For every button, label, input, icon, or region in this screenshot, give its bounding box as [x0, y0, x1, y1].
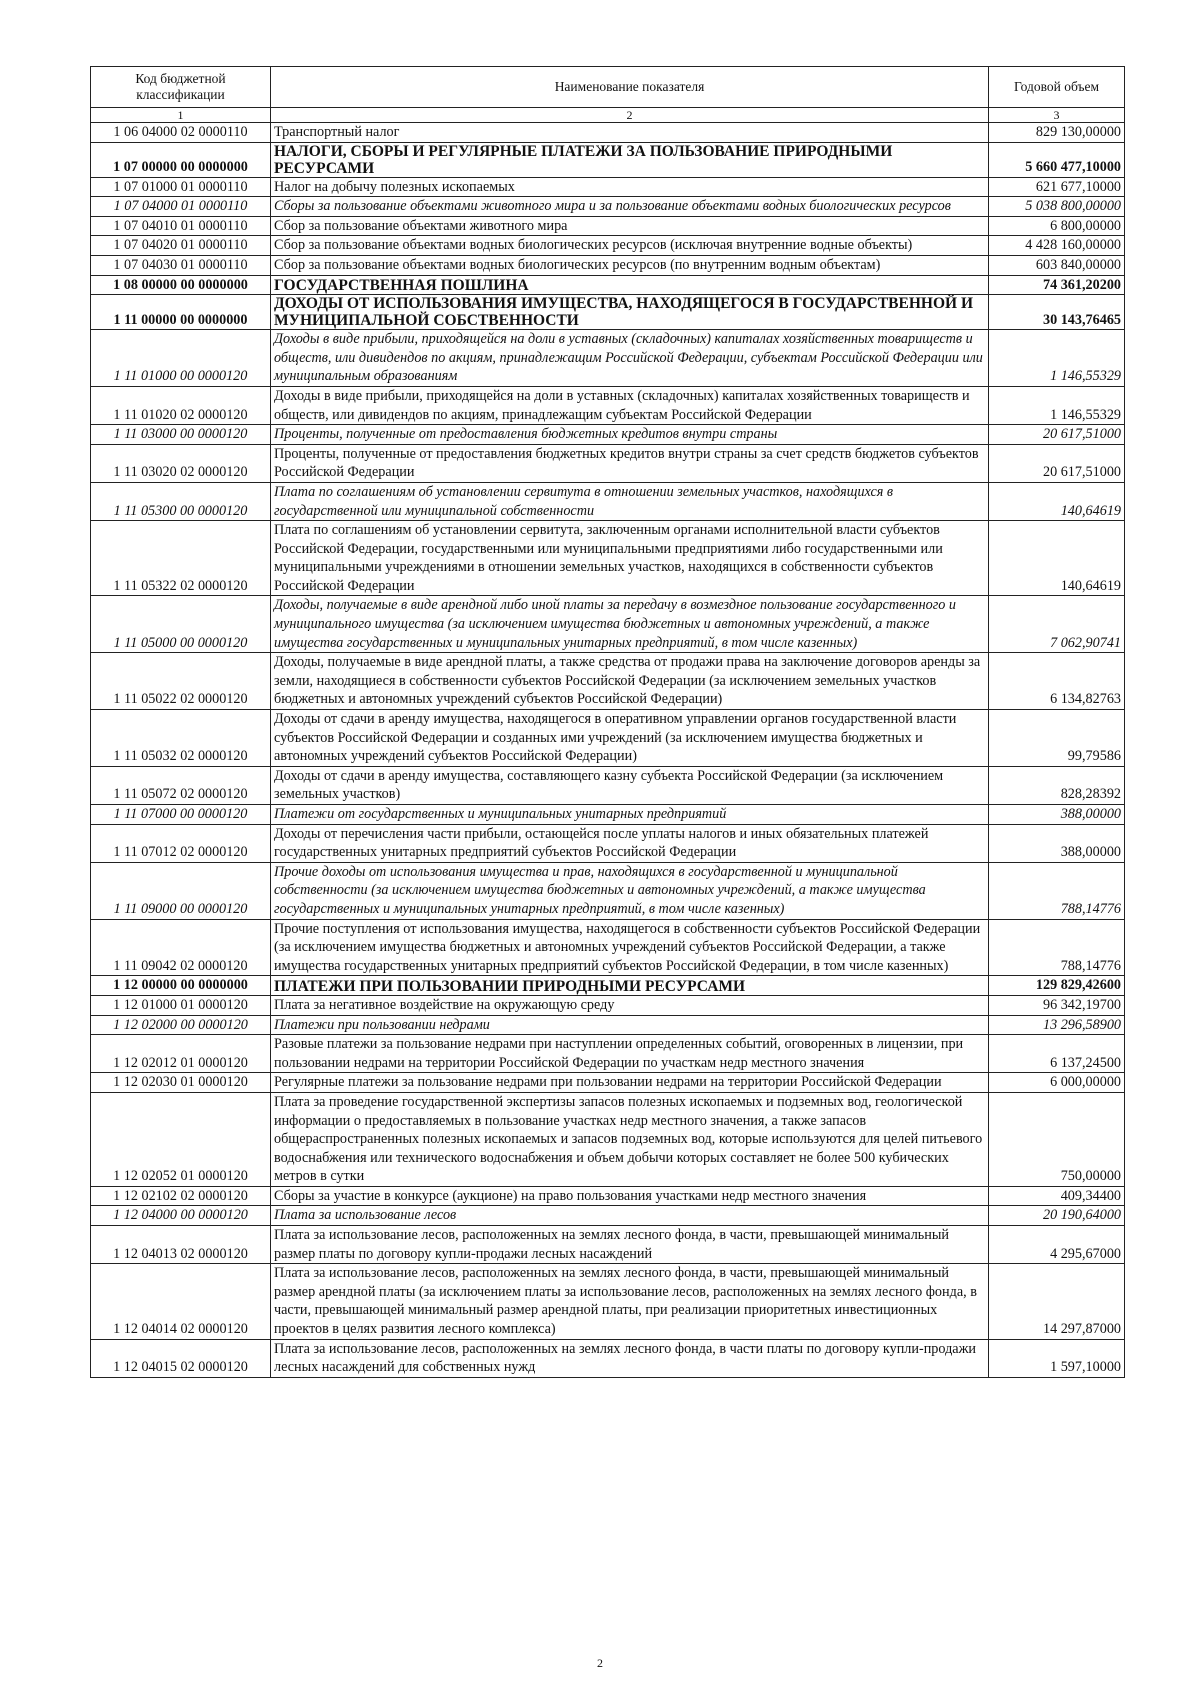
annual-volume-cell: 828,28392 — [989, 766, 1125, 804]
table-row — [91, 521, 1125, 596]
indicator-name-cell: Сборы за пользование объектами животного мира и за пользование объектами водных биологических ресурсов — [271, 197, 989, 217]
annual-volume-cell: 788,14776 — [989, 862, 1125, 919]
indicator-name-cell: Доходы от перечисления части прибыли, остающейся после уплаты налогов и иных обязательных платежей государственных унитарных предприятий субъектов Российской Федерации — [271, 824, 989, 862]
budget-code-cell: 1 11 01020 02 0000120 — [91, 386, 271, 424]
budget-code-cell: 1 11 05300 00 0000120 — [91, 482, 271, 520]
budget-code-cell: 1 12 02052 01 0000120 — [91, 1092, 271, 1186]
budget-code-cell: 1 12 00000 00 0000000 — [91, 976, 271, 996]
budget-code-cell: 1 06 04000 02 0000110 — [91, 123, 271, 143]
indicator-name-cell: Плата за использование лесов — [271, 1206, 989, 1226]
table-row — [91, 216, 1125, 236]
table-row — [91, 295, 1125, 330]
table-row — [91, 482, 1125, 520]
indicator-name-cell: Проценты, полученные от предоставления бюджетных кредитов внутри страны за счет средств бюджетов субъектов Российской Федерации — [271, 444, 989, 482]
indicator-name-cell: Плата за использование лесов, расположенных на землях лесного фонда, в части, превышающей минимальный размер платы по договору купли-продажи лесных насаждений — [271, 1226, 989, 1264]
budget-code-cell: 1 12 02012 01 0000120 — [91, 1035, 271, 1073]
table-row — [91, 197, 1125, 217]
budget-code-cell: 1 07 04010 01 0000110 — [91, 216, 271, 236]
annual-volume-cell: 20 617,51000 — [989, 425, 1125, 445]
table-row — [91, 1035, 1125, 1073]
annual-volume-cell: 129 829,42600 — [989, 976, 1125, 996]
annual-volume-cell: 388,00000 — [989, 824, 1125, 862]
annual-volume-cell: 14 297,87000 — [989, 1264, 1125, 1339]
page-number: 2 — [597, 1656, 603, 1670]
budget-code-cell: 1 11 07012 02 0000120 — [91, 824, 271, 862]
column-number: 3 — [989, 108, 1125, 123]
indicator-name-cell: Доходы, получаемые в виде арендной либо иной платы за передачу в возмездное пользование государственного и муниципального имущества (за исключением имущества бюджетных и автономных учреждений, а также имущества государственных и муниципальных унитарных предприятий, в том числе казенных) — [271, 596, 989, 653]
annual-volume-cell: 7 062,90741 — [989, 596, 1125, 653]
annual-volume-cell: 5 038 800,00000 — [989, 197, 1125, 217]
indicator-name-cell: Прочие поступления от использования имущества, находящегося в собственности субъектов Российской Федерации (за исключением имущества бюджетных и автономных учреждений субъектов Российской Федерации, а также имущества государственных унитарных предприятий субъектов Российской Федерации, в том числе казенных) — [271, 919, 989, 976]
budget-code-cell: 1 11 03000 00 0000120 — [91, 425, 271, 445]
table-row — [91, 710, 1125, 767]
table-body — [91, 123, 1125, 1378]
budget-code-cell: 1 12 04015 02 0000120 — [91, 1339, 271, 1377]
table-row — [91, 1206, 1125, 1226]
indicator-name-cell: Сбор за пользование объектами водных биологических ресурсов (исключая внутренние водные объекты) — [271, 236, 989, 256]
table-row — [91, 919, 1125, 976]
table-row — [91, 653, 1125, 710]
table-row — [91, 1339, 1125, 1377]
column-number-row — [91, 108, 1125, 123]
budget-code-cell: 1 12 02000 00 0000120 — [91, 1015, 271, 1035]
budget-code-cell: 1 11 03020 02 0000120 — [91, 444, 271, 482]
annual-volume-cell: 621 677,10000 — [989, 177, 1125, 197]
table-row — [91, 275, 1125, 295]
table-row — [91, 824, 1125, 862]
table-row — [91, 236, 1125, 256]
indicator-name-cell: ДОХОДЫ ОТ ИСПОЛЬЗОВАНИЯ ИМУЩЕСТВА, НАХОДЯЩЕГОСЯ В ГОСУДАРСТВЕННОЙ И МУНИЦИПАЛЬНОЙ СОБСТВЕННОСТИ — [271, 295, 989, 330]
table-row — [91, 1092, 1125, 1186]
budget-code-cell: 1 12 04013 02 0000120 — [91, 1226, 271, 1264]
table-row — [91, 255, 1125, 275]
annual-volume-cell: 388,00000 — [989, 805, 1125, 825]
budget-code-cell: 1 11 09000 00 0000120 — [91, 862, 271, 919]
indicator-name-cell: Доходы от сдачи в аренду имущества, находящегося в оперативном управлении органов государственной власти субъектов Российской Федерации и созданных ими учреждений (за исключением имущества бюджетных и автономных учреждений субъектов Российской Федерации) — [271, 710, 989, 767]
budget-code-cell: 1 11 01000 00 0000120 — [91, 330, 271, 387]
annual-volume-cell: 99,79586 — [989, 710, 1125, 767]
table-row — [91, 995, 1125, 1015]
budget-code-cell: 1 11 05032 02 0000120 — [91, 710, 271, 767]
indicator-name-cell: Доходы в виде прибыли, приходящейся на доли в уставных (складочных) капиталах хозяйственных товариществ и обществ, или дивидендов по акциям, принадлежащим Российской Федерации, субъектам Российской Федерации или муниципальным образованиям — [271, 330, 989, 387]
annual-volume-cell: 788,14776 — [989, 919, 1125, 976]
table-row — [91, 1226, 1125, 1264]
indicator-name-cell: Транспортный налог — [271, 123, 989, 143]
table-row — [91, 1264, 1125, 1339]
annual-volume-cell: 6 800,00000 — [989, 216, 1125, 236]
table-row — [91, 596, 1125, 653]
indicator-name-cell: Платежи при пользовании недрами — [271, 1015, 989, 1035]
indicator-name-cell: Плата за использование лесов, расположенных на землях лесного фонда, в части, превышающей минимальный размер арендной платы (за исключением платы за использование лесов, расположенных на землях лесного фонда, в части, превышающей минимальный размер арендной платы, при реализации приоритетных инвестиционных проектов в целях развития лесного комплекса) — [271, 1264, 989, 1339]
annual-volume-cell: 603 840,00000 — [989, 255, 1125, 275]
indicator-name-cell: НАЛОГИ, СБОРЫ И РЕГУЛЯРНЫЕ ПЛАТЕЖИ ЗА ПОЛЬЗОВАНИЕ ПРИРОДНЫМИ РЕСУРСАМИ — [271, 142, 989, 177]
header-volume: Годовой объем — [989, 67, 1125, 108]
budget-code-cell: 1 11 09042 02 0000120 — [91, 919, 271, 976]
table-row — [91, 142, 1125, 177]
annual-volume-cell: 13 296,58900 — [989, 1015, 1125, 1035]
table-row — [91, 444, 1125, 482]
indicator-name-cell: Плата по соглашениям об установлении сервитута, заключенным органами исполнительной власти субъектов Российской Федерации, государственными или муниципальными предприятиями либо государственными или муниципальными учреждениями в отношении земельных участков, находящихся в собственности субъектов Российской Федерации — [271, 521, 989, 596]
budget-code-cell: 1 12 01000 01 0000120 — [91, 995, 271, 1015]
indicator-name-cell: Регулярные платежи за пользование недрами при пользовании недрами на территории Российской Федерации — [271, 1073, 989, 1093]
budget-code-cell: 1 07 04030 01 0000110 — [91, 255, 271, 275]
annual-volume-cell: 20 190,64000 — [989, 1206, 1125, 1226]
table-row — [91, 1015, 1125, 1035]
budget-code-cell: 1 11 05072 02 0000120 — [91, 766, 271, 804]
budget-code-cell: 1 07 00000 00 0000000 — [91, 142, 271, 177]
annual-volume-cell: 750,00000 — [989, 1092, 1125, 1186]
indicator-name-cell: Сборы за участие в конкурсе (аукционе) на право пользования участками недр местного значения — [271, 1186, 989, 1206]
indicator-name-cell: ГОСУДАРСТВЕННАЯ ПОШЛИНА — [271, 275, 989, 295]
annual-volume-cell: 6 134,82763 — [989, 653, 1125, 710]
budget-code-cell: 1 11 05022 02 0000120 — [91, 653, 271, 710]
annual-volume-cell: 74 361,20200 — [989, 275, 1125, 295]
indicator-name-cell: Сбор за пользование объектами животного мира — [271, 216, 989, 236]
header-code: Код бюджетной классификации — [91, 67, 271, 108]
indicator-name-cell: ПЛАТЕЖИ ПРИ ПОЛЬЗОВАНИИ ПРИРОДНЫМИ РЕСУРСАМИ — [271, 976, 989, 996]
budget-code-cell: 1 07 04020 01 0000110 — [91, 236, 271, 256]
annual-volume-cell: 829 130,00000 — [989, 123, 1125, 143]
column-number: 2 — [271, 108, 989, 123]
annual-volume-cell: 1 597,10000 — [989, 1339, 1125, 1377]
annual-volume-cell: 4 428 160,00000 — [989, 236, 1125, 256]
annual-volume-cell: 4 295,67000 — [989, 1226, 1125, 1264]
table-row — [91, 177, 1125, 197]
budget-code-cell: 1 12 04000 00 0000120 — [91, 1206, 271, 1226]
table-row — [91, 1073, 1125, 1093]
budget-revenue-table — [90, 66, 1125, 1378]
header-name: Наименование показателя — [271, 67, 989, 108]
indicator-name-cell: Налог на добычу полезных ископаемых — [271, 177, 989, 197]
table-header-row — [91, 67, 1125, 108]
budget-code-cell: 1 11 07000 00 0000120 — [91, 805, 271, 825]
annual-volume-cell: 30 143,76465 — [989, 295, 1125, 330]
table-row — [91, 805, 1125, 825]
indicator-name-cell: Сбор за пользование объектами водных биологических ресурсов (по внутренним водным объектам) — [271, 255, 989, 275]
budget-code-cell: 1 07 01000 01 0000110 — [91, 177, 271, 197]
indicator-name-cell: Доходы от сдачи в аренду имущества, составляющего казну субъекта Российской Федерации (за исключением земельных участков) — [271, 766, 989, 804]
budget-code-cell: 1 07 04000 01 0000110 — [91, 197, 271, 217]
budget-code-cell: 1 11 00000 00 0000000 — [91, 295, 271, 330]
table-row — [91, 386, 1125, 424]
annual-volume-cell: 1 146,55329 — [989, 330, 1125, 387]
indicator-name-cell: Доходы, получаемые в виде арендной платы, а также средства от продажи права на заключение договоров аренды за земли, находящиеся в собственности субъектов Российской Федерации (за исключением земельных участков бюджетных и автономных учреждений субъектов Российской Федерации) — [271, 653, 989, 710]
indicator-name-cell: Плата за использование лесов, расположенных на землях лесного фонда, в части платы по договору купли-продажи лесных насаждений для собственных нужд — [271, 1339, 989, 1377]
annual-volume-cell: 6 137,24500 — [989, 1035, 1125, 1073]
indicator-name-cell: Доходы в виде прибыли, приходящейся на доли в уставных (складочных) капиталах хозяйственных товариществ и обществ, или дивидендов по акциям, принадлежащим субъектам Российской Федерации — [271, 386, 989, 424]
indicator-name-cell: Проценты, полученные от предоставления бюджетных кредитов внутри страны — [271, 425, 989, 445]
table-row — [91, 123, 1125, 143]
budget-code-cell: 1 12 04014 02 0000120 — [91, 1264, 271, 1339]
budget-code-cell: 1 12 02102 02 0000120 — [91, 1186, 271, 1206]
indicator-name-cell: Плата по соглашениям об установлении сервитута в отношении земельных участков, находящихся в государственной или муниципальной собственности — [271, 482, 989, 520]
annual-volume-cell: 6 000,00000 — [989, 1073, 1125, 1093]
annual-volume-cell: 5 660 477,10000 — [989, 142, 1125, 177]
table-row — [91, 766, 1125, 804]
indicator-name-cell: Прочие доходы от использования имущества и прав, находящихся в государственной и муниципальной собственности (за исключением имущества бюджетных и автономных учреждений, а также имущества государственных и муниципальных унитарных предприятий, в том числе казенных) — [271, 862, 989, 919]
annual-volume-cell: 409,34400 — [989, 1186, 1125, 1206]
table-row — [91, 330, 1125, 387]
indicator-name-cell: Плата за проведение государственной экспертизы запасов полезных ископаемых и подземных вод, геологической информации о предоставляемых в пользование участках недр местного значения, а также запасов общераспространенных полезных ископаемых и запасов подземных вод, которые используются для целей питьевого водоснабжения или технического водоснабжения и объем добычи которых составляет не более 500 кубических метров в сутки — [271, 1092, 989, 1186]
budget-code-cell: 1 11 05322 02 0000120 — [91, 521, 271, 596]
table-row — [91, 976, 1125, 996]
budget-code-cell: 1 08 00000 00 0000000 — [91, 275, 271, 295]
table-row — [91, 862, 1125, 919]
annual-volume-cell: 140,64619 — [989, 521, 1125, 596]
indicator-name-cell: Платежи от государственных и муниципальных унитарных предприятий — [271, 805, 989, 825]
table-row — [91, 425, 1125, 445]
annual-volume-cell: 20 617,51000 — [989, 444, 1125, 482]
annual-volume-cell: 140,64619 — [989, 482, 1125, 520]
indicator-name-cell: Разовые платежи за пользование недрами при наступлении определенных событий, оговоренных в лицензии, при пользовании недрами на территории Российской Федерации по участкам недр местного значения — [271, 1035, 989, 1073]
budget-code-cell: 1 12 02030 01 0000120 — [91, 1073, 271, 1093]
annual-volume-cell: 96 342,19700 — [989, 995, 1125, 1015]
annual-volume-cell: 1 146,55329 — [989, 386, 1125, 424]
table-row — [91, 1186, 1125, 1206]
column-number: 1 — [91, 108, 271, 123]
budget-code-cell: 1 11 05000 00 0000120 — [91, 596, 271, 653]
indicator-name-cell: Плата за негативное воздействие на окружающую среду — [271, 995, 989, 1015]
